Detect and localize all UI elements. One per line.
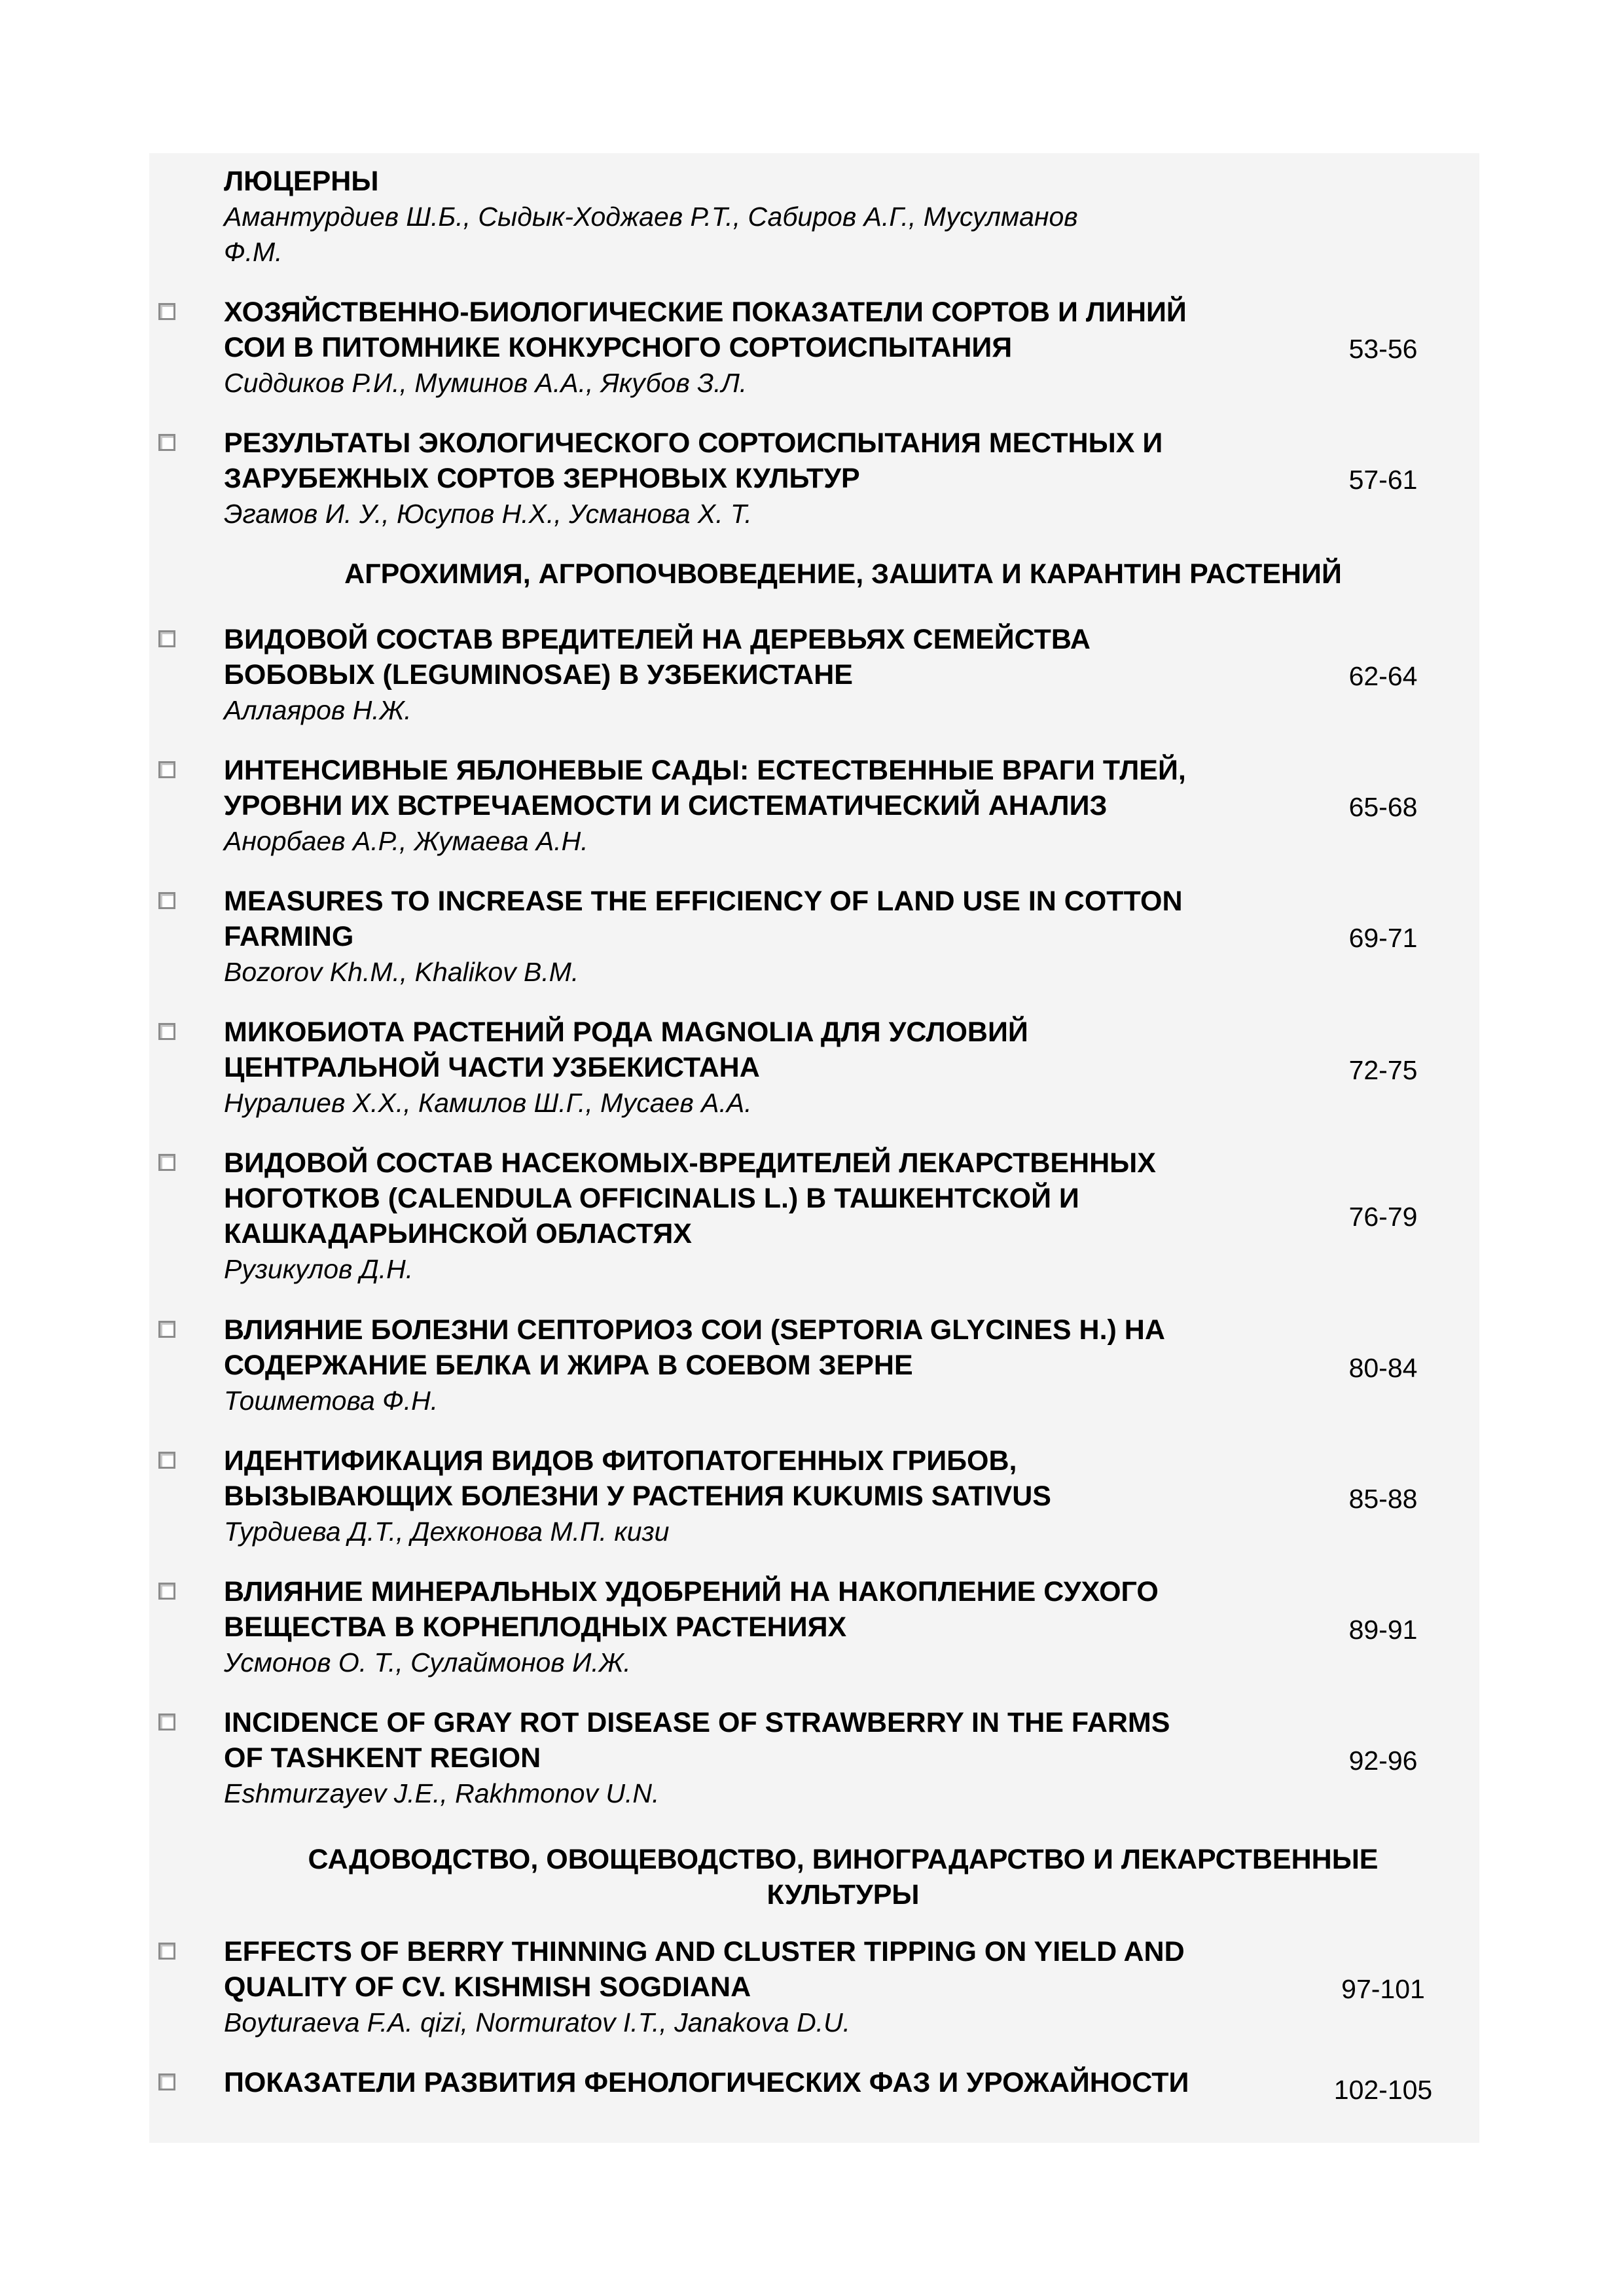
article-authors: Эгамов И. У., Юсупов Н.Х., Усманова Х. Т. [224, 499, 752, 529]
select-checkbox[interactable] [158, 1713, 175, 1731]
article-title: ВИДОВОЙ СОСТАВ ВРЕДИТЕЛЕЙ НА ДЕРЕВЬЯХ СЕМЕЙСТВА БОБОВЫХ (LEGUMINOSAE) В УЗБЕКИСТАНЕ [224, 624, 1091, 691]
article-authors: Турдиева Д.Т., Дехконова М.П. кизи [224, 1516, 670, 1547]
page-range[interactable]: 97-101 [1341, 1974, 1425, 2004]
article-authors: Тошметова Ф.Н. [224, 1386, 439, 1416]
select-checkbox[interactable] [158, 434, 175, 451]
article-title: ПОКАЗАТЕЛИ РАЗВИТИЯ ФЕНОЛОГИЧЕСКИХ ФАЗ И УРОЖАЙНОСТИ [224, 2067, 1189, 2098]
select-checkbox[interactable] [158, 1321, 175, 1338]
article-title: ИНТЕНСИВНЫЕ ЯБЛОНЕВЫЕ САДЫ: ЕСТЕСТВЕННЫЕ ВРАГИ ТЛЕЙ, УРОВНИ ИХ ВСТРЕЧАЕМОСТИ И СИСТЕМАТИЧЕСКИЙ АНАЛИЗ [224, 755, 1186, 821]
article-authors: Сиддиков Р.И., Муминов А.А., Якубов З.Л. [224, 368, 748, 398]
page-range[interactable]: 80-84 [1348, 1353, 1418, 1383]
select-checkbox[interactable] [158, 2073, 175, 2090]
article-authors: Нуралиев Х.Х., Камилов Ш.Г., Мусаев А.А. [224, 1088, 752, 1118]
select-checkbox[interactable] [158, 1023, 175, 1040]
article-title: ЛЮЦЕРНЫ [224, 166, 379, 197]
page-range[interactable]: 53-56 [1348, 334, 1418, 364]
page-range[interactable]: 92-96 [1348, 1746, 1418, 1776]
page-range[interactable]: 65-68 [1348, 792, 1418, 822]
article-title: ВИДОВОЙ СОСТАВ НАСЕКОМЫХ-ВРЕДИТЕЛЕЙ ЛЕКАРСТВЕННЫХ НОГОТКОВ (CALENDULA OFFICINALIS L.) В ТАШКЕНТСКОЙ И КАШКАДАРЬИНСКОЙ ОБЛАСТЯХ [224, 1147, 1156, 1249]
select-checkbox[interactable] [158, 1452, 175, 1469]
article-title: INCIDENCE OF GRAY ROT DISEASE OF STRAWBERRY IN THE FARMS OF TASHKENT REGION [224, 1707, 1170, 1774]
page-range[interactable]: 85-88 [1348, 1484, 1418, 1514]
article-authors: Аллаяров Н.Ж. [224, 695, 412, 725]
page-range[interactable]: 57-61 [1348, 465, 1418, 495]
select-checkbox[interactable] [158, 1154, 175, 1171]
select-checkbox[interactable] [158, 761, 175, 778]
page-range[interactable]: 72-75 [1348, 1055, 1418, 1085]
select-checkbox[interactable] [158, 303, 175, 320]
article-authors: Bozorov Kh.M., Khalikov B.M. [224, 957, 579, 987]
table-of-contents [149, 153, 1479, 2143]
article-authors: Boyturaeva F.A. qizi, Normuratov I.T., Janakova D.U. [224, 2007, 851, 2037]
article-title: РЕЗУЛЬТАТЫ ЭКОЛОГИЧЕСКОГО СОРТОИСПЫТАНИЯ МЕСТНЫХ И ЗАРУБЕЖНЫХ СОРТОВ ЗЕРНОВЫХ КУЛЬТУР [224, 427, 1163, 494]
select-checkbox[interactable] [158, 1583, 175, 1600]
section-heading: АГРОХИМИЯ, АГРОПОЧВОВЕДЕНИЕ, ЗАШИТА И КАРАНТИН РАСТЕНИЙ [344, 558, 1342, 590]
article-title: ХОЗЯЙСТВЕННО-БИОЛОГИЧЕСКИЕ ПОКАЗАТЕЛИ СОРТОВ И ЛИНИЙ СОИ В ПИТОМНИКЕ КОНКУРСНОГО СОРТОИСПЫТАНИЯ [224, 296, 1187, 363]
article-authors: Анорбаев А.Р., Жумаева А.Н. [224, 826, 588, 856]
article-title: ИДЕНТИФИКАЦИЯ ВИДОВ ФИТОПАТОГЕННЫХ ГРИБОВ, ВЫЗЫВАЮЩИХ БОЛЕЗНИ У РАСТЕНИЯ KUKUMIS SATIVUS [224, 1445, 1051, 1512]
page-range[interactable]: 76-79 [1348, 1202, 1418, 1232]
page-range[interactable]: 69-71 [1348, 923, 1418, 953]
article-title: MEASURES TO INCREASE THE EFFICIENCY OF LAND USE IN COTTON FARMING [224, 886, 1183, 952]
article-authors: Усмонов О. Т., Сулаймонов И.Ж. [224, 1647, 631, 1677]
page-range[interactable]: 89-91 [1348, 1615, 1418, 1645]
article-title: EFFECTS OF BERRY THINNING AND CLUSTER TIPPING ON YIELD AND QUALITY OF CV. KISHMISH SOGDIANA [224, 1936, 1185, 2003]
select-checkbox[interactable] [158, 1943, 175, 1960]
select-checkbox[interactable] [158, 892, 175, 909]
select-checkbox[interactable] [158, 630, 175, 647]
article-title: ВЛИЯНИЕ МИНЕРАЛЬНЫХ УДОБРЕНИЙ НА НАКОПЛЕНИЕ СУХОГО ВЕЩЕСТВА В КОРНЕПЛОДНЫХ РАСТЕНИЯХ [224, 1576, 1159, 1643]
section-heading: САДОВОДСТВО, ОВОЩЕВОДСТВО, ВИНОГРАДАРСТВО И ЛЕКАРСТВЕННЫЕ КУЛЬТУРЫ [308, 1844, 1379, 1910]
article-title: ВЛИЯНИЕ БОЛЕЗНИ СЕПТОРИОЗ СОИ (SEPTORIA GLYCINES H.) НА СОДЕРЖАНИЕ БЕЛКА И ЖИРА В СОЕВОМ ЗЕРНЕ [224, 1314, 1165, 1381]
article-authors: Eshmurzayev J.E., Rakhmonov U.N. [224, 1778, 660, 1808]
article-authors: Амантурдиев Ш.Б., Сыдык-Ходжаев Р.Т., Сабиров А.Г., Мусулманов Ф.М. [224, 202, 1078, 267]
article-title: МИКОБИОТА РАСТЕНИЙ РОДА MAGNOLIA ДЛЯ УСЛОВИЙ ЦЕНТРАЛЬНОЙ ЧАСТИ УЗБЕКИСТАНА [224, 1016, 1028, 1083]
page-range[interactable]: 62-64 [1348, 661, 1418, 691]
page-range[interactable]: 102-105 [1333, 2075, 1433, 2105]
article-authors: Рузикулов Д.Н. [224, 1254, 414, 1284]
